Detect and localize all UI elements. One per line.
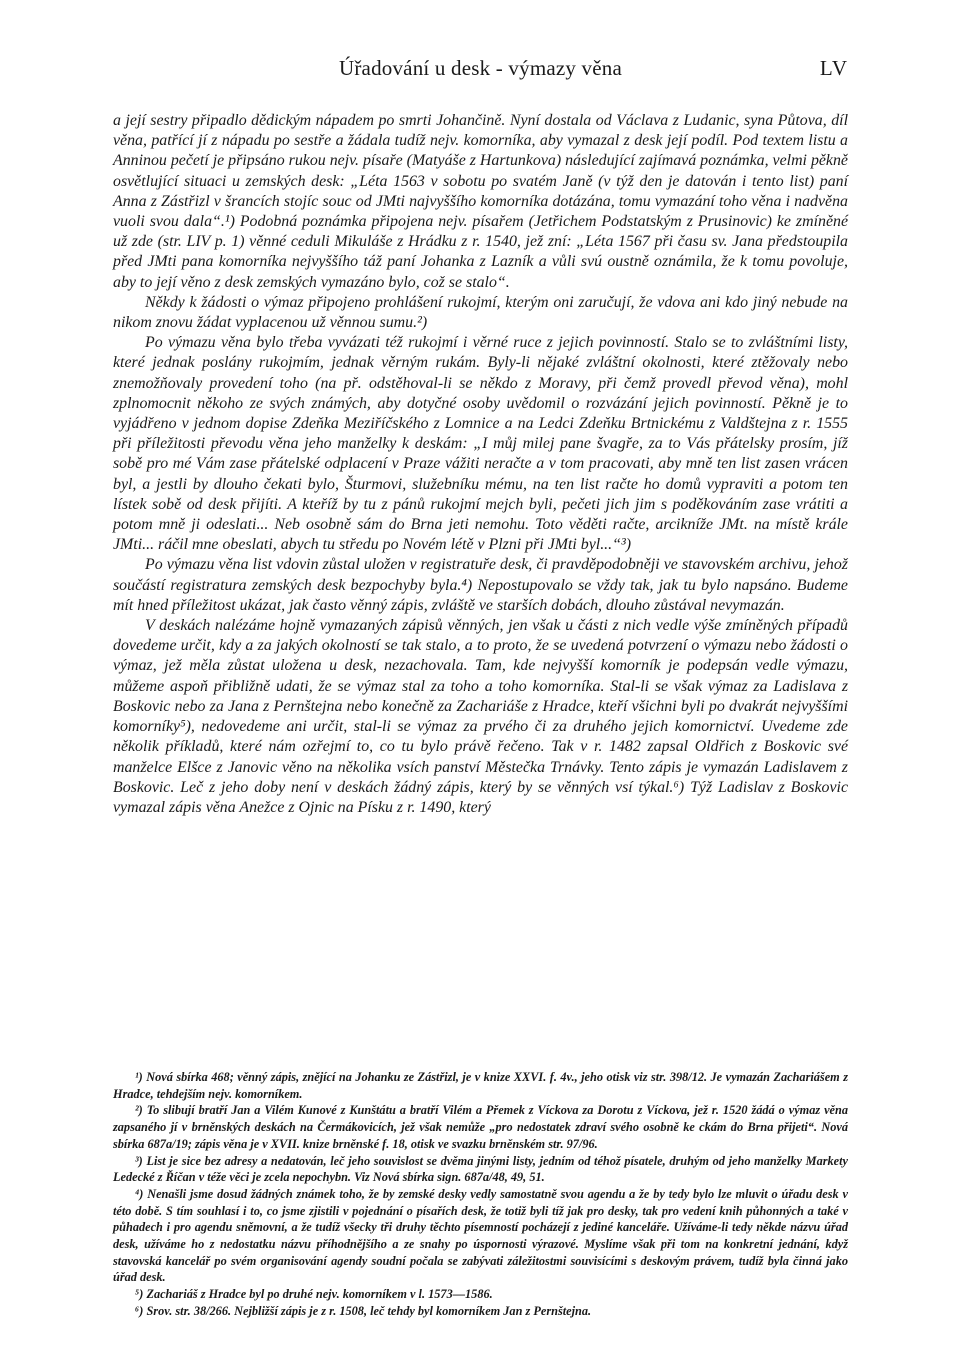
footnotes: [113, 1069, 848, 1320]
footnote-6: ⁶) Srov. str. 38/266. Nejbližší zápis je z r. 1508, leč tehdy byl komorníkem Jan z Pernštejna.: [135, 1303, 592, 1318]
footnote-4: ⁴) Nenašli jsme dosud žádných známek toho, že by zemské desky vedly samostatně svou agendu a že by tedy bylo lze mluvit o úřadu desk v této době. S tím souhlasí i to, co jsme zjistili v pojednání o písařích desk, že totiž byli tíž jak pro desky, tak pro vedení knih půhonných a také v půhadech i pro agendu sněmovní, a že tudíž všecky tři druhy těchto písemností pocházejí z jediné kanceláře. Užíváme-li tedy někde názvu úřad desk, užíváme ho z nedostatku názvu příhodnějšího a ze snahy po úspornosti výrazové. Myslíme však při tom na konkretní jednání, když stavovská kancelář po svém organisování agendy soudní počala se zabývati záležitostmi souvisícími s deskovým právem, tudíž byla činná jako úřad desk.: [113, 1186, 848, 1285]
footnote-5: ⁵) Zachariáš z Hradce byl po druhé nejv. komorníkem v l. 1573—1586.: [135, 1287, 493, 1302]
paragraph: V deskách nalézáme hojně vymazaných zápisů věnných, jen však u části z nich vedle výše zmíněných případů dovedeme určit, kdy a za jakých okolností se tak stalo, a to proto, že se uvedená potvrzení o výmazu nebo žádosti o výmaz, jež měla zůstat uložena u desk, nezachovala. Tam, kde nejvyšší komorník je podepsán vedle výmazu, můžeme aspoň přibližně udati, že se výmaz stal za toho a toho komorníka. Stal-li se však výmaz za Ladislava z Boskovic nebo za Jana z Pernštejna nebo konečně za Zachariáše z Hradce, kteří všichni byli po dvakrát nejvyššími komorníky⁵), nedovedeme ani určit, stal-li se výmaz za prvého či za druhého jejich komornictví. Uvedeme zde několik příkladů, které nám ozřejmí to, co tu bylo právě řečeno. Tak v r. 1482 zapsal Oldřich z Boskovic své manželce Elšce z Janovic věno na několika vsích panství Městečka Trnávky. Tento zápis je vymazán Ladislavem z Boskovic. Leč z jeho doby není v deskách žádný zápis, který by se věnných vsí týkal.⁶) Týž Ladislav z Boskovic vymazal zápis věna Anežce z Ojnic na Písku z r. 1490, který: [113, 617, 848, 816]
footnote-1: ¹) Nová sbírka 468; věnný zápis, znějící na Johanku ze Zástřizl, je v knize XXVI. f. 4v., jeho otisk viz str. 398/12. Je vymazán Zachariášem z Hradce, tehdejším nejv. komorníkem.: [113, 1070, 848, 1101]
paragraph: Po výmazu věna list vdovin zůstal uložen v registratuře desk, či pravděpodobněji ve stavovském archivu, jehož součástí registratura zemských desk bezpochyby byla.⁴) Nepostupovalo se vždy tak, jak tu bylo napsáno. Budeme mít hned příležitost ukázat, jak často věnný zápis, zvláště ve starších dobách, dlouho zůstával nevymazán.: [113, 556, 848, 614]
paragraph: Někdy k žádosti o výmaz připojeno prohlášení rukojmí, kterým oni zaručují, že vdova ani kdo jiný nebude na nikom znovu žádat vyplacenou už věnnou sumu.²): [113, 293, 848, 332]
page-header: [113, 56, 848, 86]
footnote-3: ³) List je sice bez adresy a nedatován, leč jeho souvislost se dvěma jinými listy, jedním od téhož písatele, druhým od jeho manželky Markety Ledecké z Říčan v téže věci je zcela nepochybn. Viz Nová sbírka sign. 687a/48, 49, 51.: [113, 1153, 848, 1185]
running-title: Úřadování u desk - výmazy věna: [339, 56, 622, 80]
main-text: [113, 111, 848, 818]
paragraph: Po výmazu věna bylo třeba vyvázati též rukojmí i věrné ruce z jejich povinností. Stalo se to zvláštními listy, které jednak poslány rukojmím, jednak věrným rukám. Byly-li nějaké zvláštní okolnosti, které ztěžovaly nebo znemožňovaly provedení toho (na př. odstěhoval-li se někdo z Moravy, při čemž provedl převod věna), mohl zplnomocnit někoho ze svých známých, aby dotyčné osoby uvědomil o rozvázání jejich povinností. Pěkně je to vyjádřeno v jednom dopise Zdeňka Meziříčského z Lomnice a na Ledci Zdeňku Brtnickému z Valdštejna z r. 1555 při příležitosti převodu věna jeho manželky k deskám: „I můj milej pane švagře, za to Vás přátelsky prosím, jíž sobě pro mé Vám zase přátelské odplacení v Praze vážiti neračte a v tom pracovati, aby mně ten list zasen vrácen byl, a jestli by dlouho čekati bylo, Šturmovi, služebníku mému, na ten list račte ho domů vypraviti a potom ten lístek sobě od desk přijíti. A kteříž by tu z pánů rukojmí mejch byli, pečeti jich jim s poděkováním zase vrátiti a potom mně ji odeslati... Neb osobně sám do Brna jeti nemohu. Toto věděti račte, arcikníže JMt. na místě krále JMti... ráčil mne obeslati, abych tu středu po Novém létě v Plzni při JMti byl...“³): [113, 334, 848, 554]
paragraph: a její sestry připadlo dědickým nápadem po smrti Johančině. Nyní dostala od Václava z Ludanic, syna Půtova, díl věna, patřící jí z nápadu po sestře a žádala tudíž nejv. komorníka, aby vymazal z desk její podíl. Pod textem listu a Anninou pečetí je připsáno rukou nejv. písaře (Matyáše z Hartunkova) následující zajímavá poznámka, velmi pěkně osvětlující situaci u zemských desk: „Léta 1563 v sobotu po svatém Janě (v týž den je datován i tento list) paní Anna z Zástřizl v šrancích stojíc souc od JMti najvyššího komorníka dotázána, tomu vymazání toho věna i nadvěna vuoli svou dala“.¹) Podobná poznámka připojena nejv. písařem (Jetřichem Podstatským z Prusinovic) ke zmíněné už zde (str. LIV p. 1) věnné ceduli Mikuláše z Hrádku z r. 1540, jež zní: „Léta 1567 při času sv. Jana předstoupila před JMti pana komorníka nejvyššího táž paní Johanka z Lazník a vůli svú oustně oznámila, že k tomu povoluje, aby to její věno z desk zemských vymazáno bylo, což se stalo“.: [113, 112, 848, 291]
page-number: LV: [819, 56, 848, 80]
footnote-2: ²) To slibují bratří Jan a Vilém Kunové z Kunštátu a bratří Vilém a Přemek z Víckova za Dorotu z Víckova, jež r. 1520 žádá o výmaz věna zapsaného jí v brněnských deskách na Čermákovicích, jež však nemůže „pro nedostatek zdraví svého osobně ke ckám do Brna přijeti“. Nová sbírka 687a/19; zápis věna je v XVII. knize brněnské f. 18, otisk ve svazku brněnském str. 97/96.: [113, 1103, 848, 1151]
